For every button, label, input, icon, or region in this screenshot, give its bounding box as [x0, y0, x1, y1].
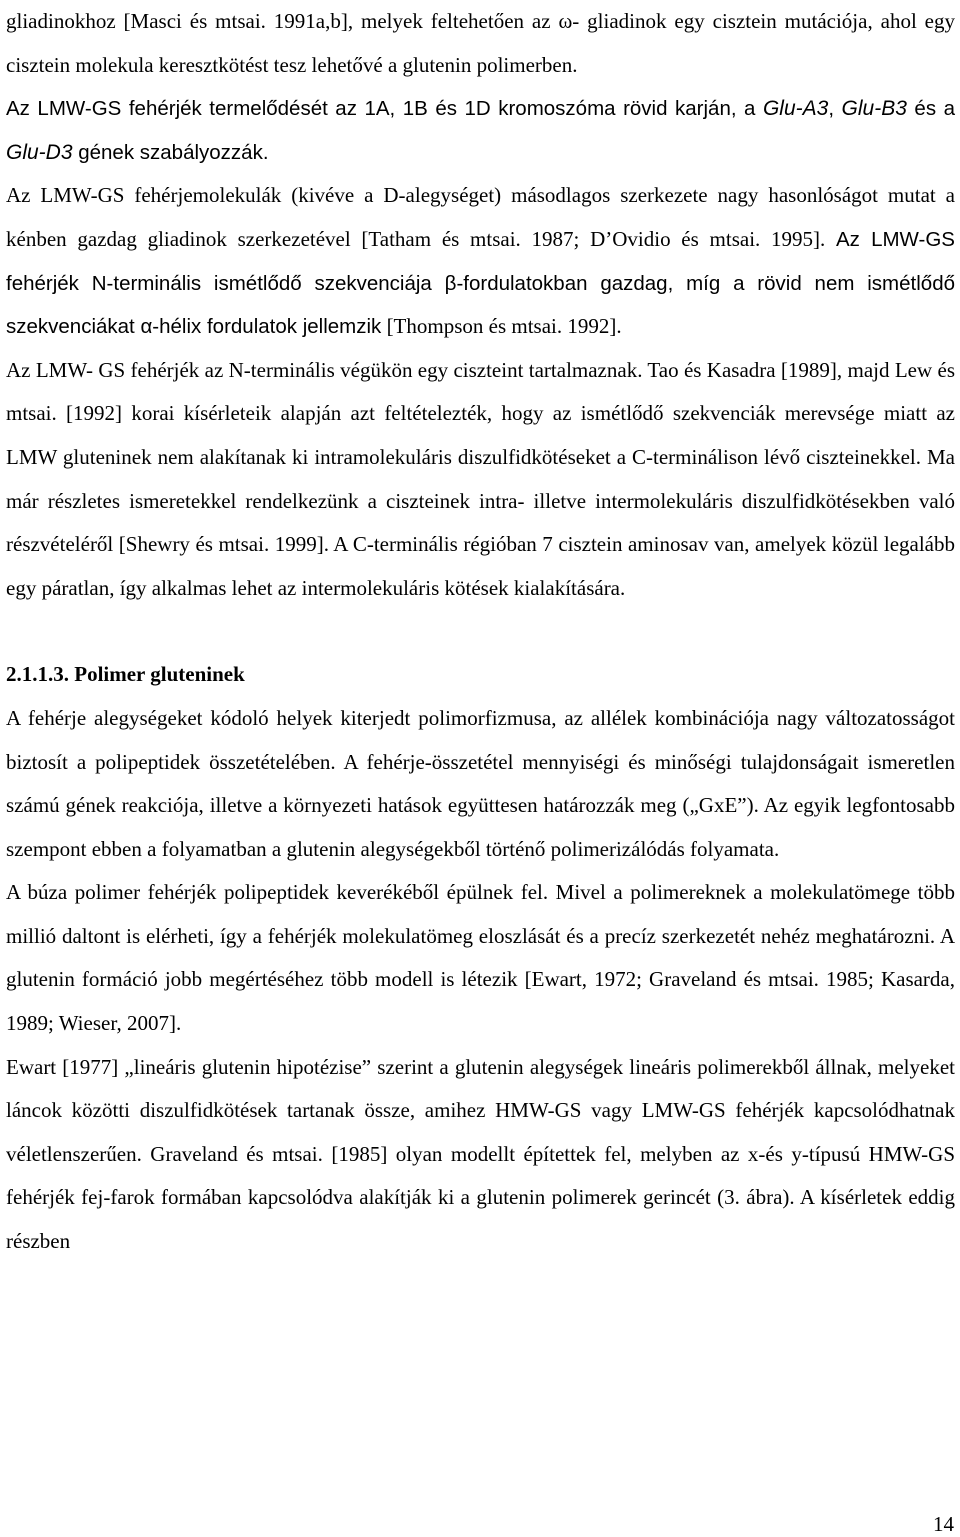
- paragraph-3: [6, 174, 955, 348]
- paragraph-3-text: Az LMW-GS fehérjemolekulák (kivéve a D-alegységet) másodlagos szerkezete nagy hasonlóságot mutat a kénben gazdag gliadinok szerkezetével [Tatham és mtsai. 1987; D’Ovidio és mtsai. 1995].: [6, 183, 955, 251]
- paragraph-2: [6, 87, 955, 174]
- paragraph-7: Ewart [1977] „lineáris glutenin hipotézise” szerint a glutenin alegységek lineáris polimerekből állnak, melyeket láncok közötti diszulfidkötések tartanak össze, amihez HMW-GS vagy LMW-GS fehérjék kapcsolódhatnak véletlenszerűen. Graveland és mtsai. [1985] olyan modellt építettek fel, melyben az x-és y-típusú HMW-GS fehérjék fej-farok formában kapcsolódva alakítják ki a glutenin polimerek gerincét (3. ábra). A kísérletek eddig részben: [6, 1054, 955, 1254]
- paragraph-2-sep1: ,: [828, 97, 842, 121]
- paragraph-4: [6, 349, 955, 611]
- paragraph-1: [6, 0, 955, 87]
- paragraph-1-text: gliadinokhoz [Masci és mtsai. 1991a,b], melyek feltehetően az ω- gliadinok egy cisztein mutációja, ahol egy cisztein molekula keresztkötést tesz lehetővé a glutenin polimerben.: [6, 9, 955, 77]
- paragraph-6: A búza polimer fehérjék polipeptidek keverékéből épülnek fel. Mivel a polimereknek a molekulatömege több millió daltont is elérheti, így a fehérjék molekulatömeg eloszlását és a precíz szerkezetét nehéz meghatározni. A glutenin formáció jobb megértéséhez több modell is létezik [Ewart, 1972; Graveland és mtsai. 1985; Kasarda, 1989; Wieser, 2007].: [6, 880, 955, 1036]
- paragraph-4-text: Az LMW- GS fehérjék az N-terminális végükön egy ciszteint tartalmaznak. Tao és Kasadra [1989], majd Lew és mtsai. [1992] korai kísérleteik alapján azt feltételezték, hogy az ismétlődő szekvenciák merevsége miatt az LMW gluteninek nem alakítanak ki intramolekuláris diszulfidkötéseket a C-terminálison lévő ciszteinekkel. Ma már részletes ismeretekkel rendelkezünk a ciszteinek intra- illetve intermolekuláris diszulfidkötésekben való részvételéről [Shewry és mtsai. 1999]. A C-terminális régióban 7 cisztein aminosav van, amelyek közül legalább egy páratlan, így alkalmas lehet az intermolekuláris kötések kialakítására.: [6, 357, 955, 600]
- paragraph-3-citation: [Thompson és mtsai. 1992].: [381, 314, 622, 339]
- gene-glu-a3: Glu-A3: [762, 97, 829, 121]
- section-spacer: [6, 610, 955, 653]
- gene-glu-d3: Glu-D3: [6, 140, 73, 164]
- gene-glu-b3: Glu-B3: [841, 97, 907, 121]
- paragraph-3-sans-text: Az LMW-GS fehérjék N-terminális ismétlődő szekvenciája β-fordulatokban gazdag, míg a rövid nem ismétlődő szekvenciákat α-hélix fordulatok jellemzik: [6, 227, 955, 339]
- paragraph-2-sep2: és a: [906, 97, 955, 121]
- paragraph-5: A fehérje alegységeket kódoló helyek kiterjedt polimorfizmusa, az allélek kombinációja nagy változatosságot biztosít a polipeptidek összetételében. A fehérje-összetétel mennyiségi és minőségi tulajdonságait ismeretlen számú gének reakciója, illetve a környezeti hatások együttesen határozzák meg („GxE”). Az egyik legfontosabb szempont ebben a folyamatban a glutenin alegységekből történő polimerizálódás folyamata.: [6, 705, 955, 861]
- section-heading: 2.1.1.3. Polimer gluteninek: [6, 662, 245, 687]
- paragraph-2-text: Az LMW-GS fehérjék termelődését az 1A, 1B és 1D kromoszóma rövid karján, a: [6, 97, 763, 121]
- document-page: [6, 0, 955, 1264]
- page-number: 14: [933, 1512, 954, 1536]
- paragraph-2-end: gének szabályozzák.: [72, 140, 269, 164]
